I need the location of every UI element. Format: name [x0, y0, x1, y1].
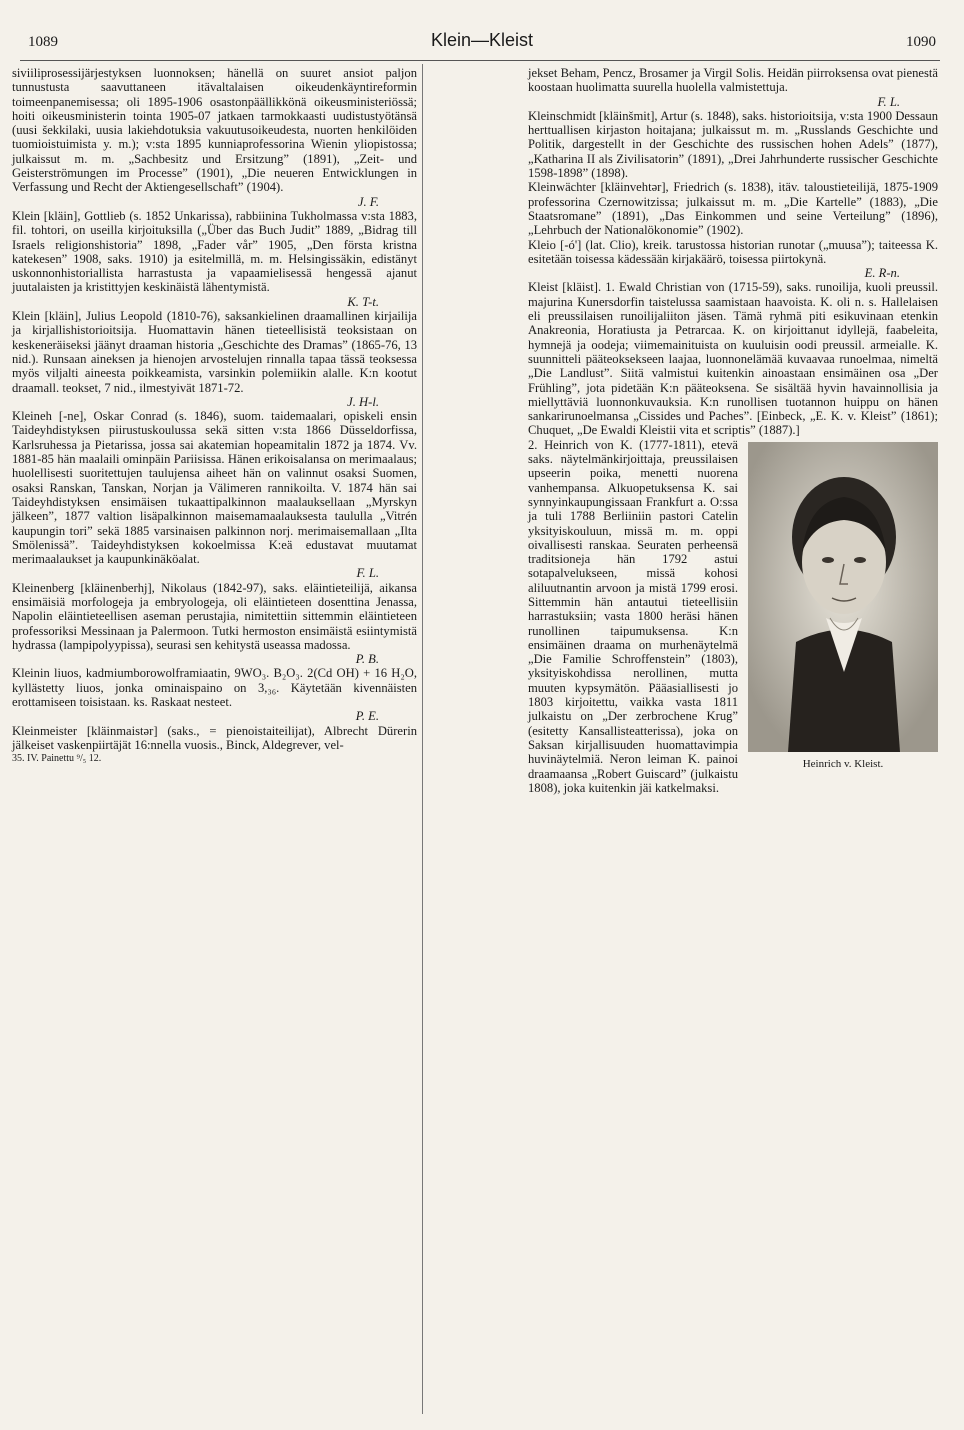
author-sign: J. H-l.	[347, 394, 379, 409]
page-title: Klein—Kleist	[430, 30, 534, 50]
entry-continuation: jekset Beham, Pencz, Brosamer ja Virgil Solis. Heidän piirroksensa ovat pienestä koostaan huolimatta suurella huolella valmistettuja.	[528, 66, 938, 95]
entry-klein-julius: Klein [kläin], Julius Leopold (1810-76), saksankielinen draamallinen kirjailija ja kirjallishistorioitsija. Huomattavin hänen tieteellisistä teoksistaan on keskeneräiseksi jäänyt draaman historia „Geschichte des Dramas” (1865-76, 13 nid.). Runsaan aineksen ja hienojen arvostelujen rinnalla tapaa tässä teoksessa myös viljalti aineesta poikkeamista, varsinkin polemiikin alalle. K:n kootut draamall. teokset, 7 nid., ilmestyivät 1871-72.	[12, 309, 417, 395]
header-rule	[20, 60, 940, 61]
author-sign: P. B.	[355, 652, 379, 667]
entry-klein-gottlieb: Klein [kläin], Gottlieb (s. 1852 Unkarissa), rabbiinina Tukholmassa v:sta 1883, fil. tohtori, on useilla kirjoituksilla („Über das Buch Judit” 1889, „Bidrag till Israels religionshistoria” 1898, „Fader vår” 1905, „Den första kristna katekesen” 1908, saks. 1910) ja esitelmillä, m. m. Helsingissäkin, edistänyt uskonnonhistoriallista harrastusta ja vapaamielisessä hengessä ajanut juutalaisten ja kristittyjen keskinäistä lähentymistä.	[12, 208, 417, 295]
portrait-figure	[748, 442, 938, 772]
author-sign: E. R-n.	[864, 266, 900, 281]
portrait-caption: Heinrich v. Kleist.	[802, 758, 884, 771]
entry-kleio: Kleio [-ó'] (lat. Clio), kreik. tarustossa historian runotar („muusa”); taiteessa K. esitetään toisessa kädessään kirjakäärö, toisessa piirtokynä.	[528, 237, 938, 266]
author-sign: F. L.	[877, 94, 900, 109]
entry-kleinschmidt: Kleinschmidt [kläinšmit], Artur (s. 1848), saks. historioitsija, v:sta 1900 Dessaun herttuallisen kirjaston hoitajana; julkaissut m. m. „Russlands Geschichte und Politik, dargestellt in der Geschichte des russischen hohen Adels” (1877), „Katharina II als Zivilisatorin” (1891), „Drei Jahrhunderte russischer Geschichte 1598-1898” (1898).	[528, 108, 938, 181]
right-column	[528, 66, 938, 795]
entry-kleinenberg: Kleinenberg [kläinenberhj], Nikolaus (1842-97), saks. eläintieteilijä, aikansa ensimäisiä morfologeja ja embryologeja, oli eläintieteen dosenttina Jenassa, Napolin eläintieteellisen aseman perustajia, nimitettiin sittemmin eläintieteen professoriksi Messinaan ja Palermoon. Tutki hermoston ensimäistä esiintymistä hydrassa (lampipolyypissa), seurasi sen kehitystä useassa madossa.	[12, 580, 417, 652]
author-sign: F. L.	[356, 566, 379, 581]
portrait-image	[748, 442, 938, 752]
entry-continuation: siviiliprosessijärjestyksen luonnoksen; hänellä on suuret ansiot paljon tunnustusta saavuttaneen itävaltalaisen oikeudenkäyntireformin toimeenpanemisessa; oli 1895-1906 osastonpäällikkönä oikeusministeriössä; hoiti oikeusministerin tointa 1905-07 jatkaen tarmokkaasti uudistustyötänsä (uusi šekkilaki, uusia lakiehdotuksia vakuutusoikeudesta, nuorten henkilöiden tuomioistuimista y. m.); v:sta 1895 kunniaprofessorina Wienin yliopistossa; julkaissut m. m. „Sachbesitz und Ersitzung” (1891), „Zeit- und Geisterströmungen im Processe” (1901), „Die neueren Entwicklungen in Verfassung und Recht der Aktiengesellschaft” (1904).	[12, 66, 417, 195]
page-number-right: 1090	[906, 34, 936, 50]
entry-kleinmeister: Kleinmeister [kläinmaistər] (saks., = pienoistaiteilijat), Albrecht Dürerin jälkeiset vaskenpiirtäjät 16:nnella vuosis., Binck, Aldegrever, vel-	[12, 723, 417, 752]
left-column	[12, 66, 417, 767]
entry-kleist-ewald: Kleist [kläist]. 1. Ewald Christian von (1715-59), saks. runoilija, kuoli preussil. majurina Kunersdorfin taistelussa saamistaan haavoista. K. oli n. s. Hallelaisen eli preussilaisen runoilijaliiton jäsen. Tämä ryhmä piti esikuvinaan etenkin Anakreonia, Horatiusta ja Petrarcaa. K. on kirjoittanut idyllejä, faabeleita, hymnejä ja oodeja; viimemainituista on kuuluisin oodi preussil. armeialle. K. suunnitteli pääteoksekseen laajaa, luonnonelämää kuvaavaa runoelmaa, nimeltä „Die Landlust”. Siitä valmistui kuitenkin ainoastaan ensimäinen osa „Der Frühling”, jota pidetään K:n pääteoksena. Se sisältää hyvin havainnollisia ja miellyttäviä luonnonkuvauksia. K:n runollisen tuotannon huippu on hänen sankarirunoelmansa „Cissides und Paches”. [Einbeck, „E. K. v. Kleist” (1861); Chuquet, „De Ewaldi Kleistii vita et scriptis” (1887).]	[528, 280, 938, 438]
author-sign: J. F.	[357, 194, 379, 209]
column-divider	[422, 64, 423, 1414]
print-note: 35. IV. Painettu ⁹/₅ 12.	[12, 753, 102, 765]
entry-kleist-heinrich: 2. Heinrich von K. (1777-1811), etevä saks. näytelmänkirjoittaja, preussilaisen upseerin poika, menetti nuorena vanhempansa. Alkuopetuksensa K. sai synnyinkaupungissaan Frankfurt a. O:ssa ja tuli 1788 Berliiniin pastori Catelin yksityiskouluun, missä m. m. oppi oivallisesti ranskaa. Seuraten perheensä traditsioneja hän 1792 astui sotapalvelukseen, missä kohosi aliluutnantin arvoon ja mistä 1799 erosi. Sittemmin hän antautui tieteellisiin harrastuksiin; vasta 1800 heräsi hänen runollinen taipumuksensa. K:n ensimäinen draama on murhenäytelmä „Die Familie Schroffenstein” (1803), yksityiskohdissa nerollinen, mutta muuten kypsymätön. Pääasiallisesti jo 1803 kirjoitettu, vaikka vasta 1811 julkaistu on „Der zerbrochene Krug” (esitetty Kansallisteatterissa), joka on Saksan kirjallisuuden huomattavimpia huvinäytelmiä. Neron leiman K. painoi draamaansa „Robert Guiscard” (julkaistu 1808), joka kuitenkin jäi katkelmaksi.	[528, 437, 738, 795]
page-header	[28, 30, 936, 56]
entry-kleinwachter: Kleinwächter [kläinvehtər], Friedrich (s. 1838), itäv. taloustieteilijä, 1875-1909 professorina Czernowitzissa; julkaissut m. m. „Die Kartelle” (1883), „Die Staatsromane” (1891), „Das Einkommen und seine Verteilung” (1896), „Lehrbuch der Nationalökonomie” (1902).	[528, 180, 938, 238]
entry-kleinin-liuos: Kleinin liuos, kadmiumborowolframiaatin, 9WO₃. B₂O₃. 2(Cd OH) + 16 H₂O, kyllästetty liuos, jonka ominaispaino on 3,₃₆. Käytetään kivennäisten erottamiseen toisistaan. ks. Raskaat nesteet.	[12, 666, 417, 710]
author-sign: K. T-t.	[347, 294, 379, 309]
page-number-left: 1089	[28, 34, 58, 50]
entry-kleineh: Kleineh [-ne], Oskar Conrad (s. 1846), suom. taidemaalari, opiskeli ensin Taideyhdistyksen piirustuskoulussa sekä sitten v:sta 1866 Düsseldorfissa, Karlsruhessa ja Pietarissa, jossa sai akatemian hopeamitalin 1872 ja 1874. Vv. 1881-85 hän maalaili ominpäin Pariisissa. Hänen erikoisalansa on merimaalaus; huolellisesti suoritettujen taulujensa aiheet hän on valinnut osaksi Suomen, osaksi Ranskan, Tanskan, Norjan ja Välimeren rannikoilta. V. 1874 hän sai Taideyhdistyksen ensimäisen tukaattipalkinnon maalauksellaan „Myrskyn jälkeen”, 1877 valtion lisäpalkinnon maisemamaalauksesta taululla „Vitrén kaupungin tori” sekä 1885 varsinaisen palkinnon norj. merimaisemallaan „Ilta Smölenissä”. Taideyhdistyksen kokoelmissa K:eä edustavat muutamat merimaalaukset ja kaupunkinäköalat.	[12, 409, 417, 567]
author-sign: P. E.	[355, 709, 379, 724]
